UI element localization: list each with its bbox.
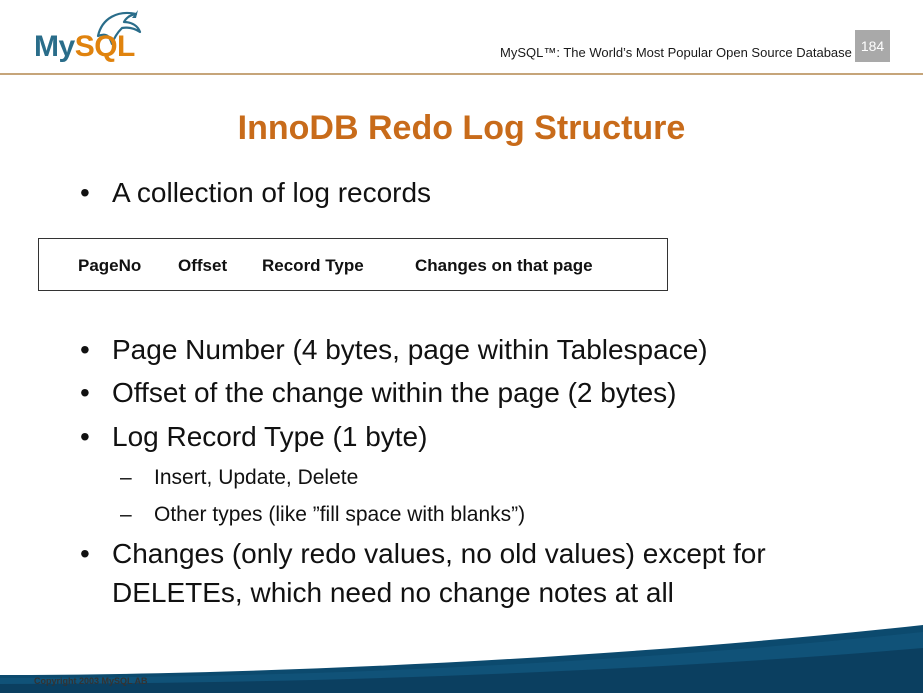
field-record-type: Record Type	[262, 256, 364, 275]
log-record-format-box	[38, 238, 668, 291]
logo-wordmark	[34, 32, 135, 62]
mysql-logo	[34, 8, 149, 70]
logo-my: My	[34, 30, 75, 63]
bullet-changes-line1: Changes (only redo values, no old values) except for	[112, 538, 766, 569]
bullet-page-number-text: Page Number (4 bytes, page within Tablespace)	[112, 334, 708, 365]
bullet-record-type-text: Log Record Type (1 byte)	[112, 421, 428, 452]
header-divider	[0, 73, 923, 75]
bullet-symbol: •	[80, 177, 90, 208]
sub-bullet-text: Insert, Update, Delete	[154, 466, 359, 489]
bullet-symbol: •	[80, 538, 90, 569]
header-tagline: MySQL™: The World’s Most Popular Open Source Database	[500, 45, 852, 60]
bullet-symbol: •	[80, 334, 90, 365]
field-offset: Offset	[178, 256, 228, 275]
copyright-text: Copyright 2003 MySQL AB	[34, 676, 148, 686]
dash-symbol: –	[120, 503, 132, 526]
slide-title: InnoDB Redo Log Structure	[237, 109, 686, 147]
bullet-offset-text: Offset of the change within the page (2 bytes)	[112, 377, 677, 408]
field-changes: Changes on that page	[415, 256, 593, 275]
sub-bullet-text: Other types (like ”fill space with blanks”)	[154, 503, 526, 526]
bullet-intro-text: A collection of log records	[112, 177, 432, 208]
bullet-symbol: •	[80, 377, 90, 408]
field-pageno: PageNo	[78, 256, 142, 275]
dash-symbol: –	[120, 466, 132, 489]
page-number-badge: 184	[855, 30, 890, 62]
slide-header	[0, 0, 923, 76]
logo-sql: SQL	[74, 30, 135, 63]
bullet-symbol: •	[80, 421, 90, 452]
bullet-changes-line2: DELETEs, which need no change notes at all	[112, 577, 674, 608]
